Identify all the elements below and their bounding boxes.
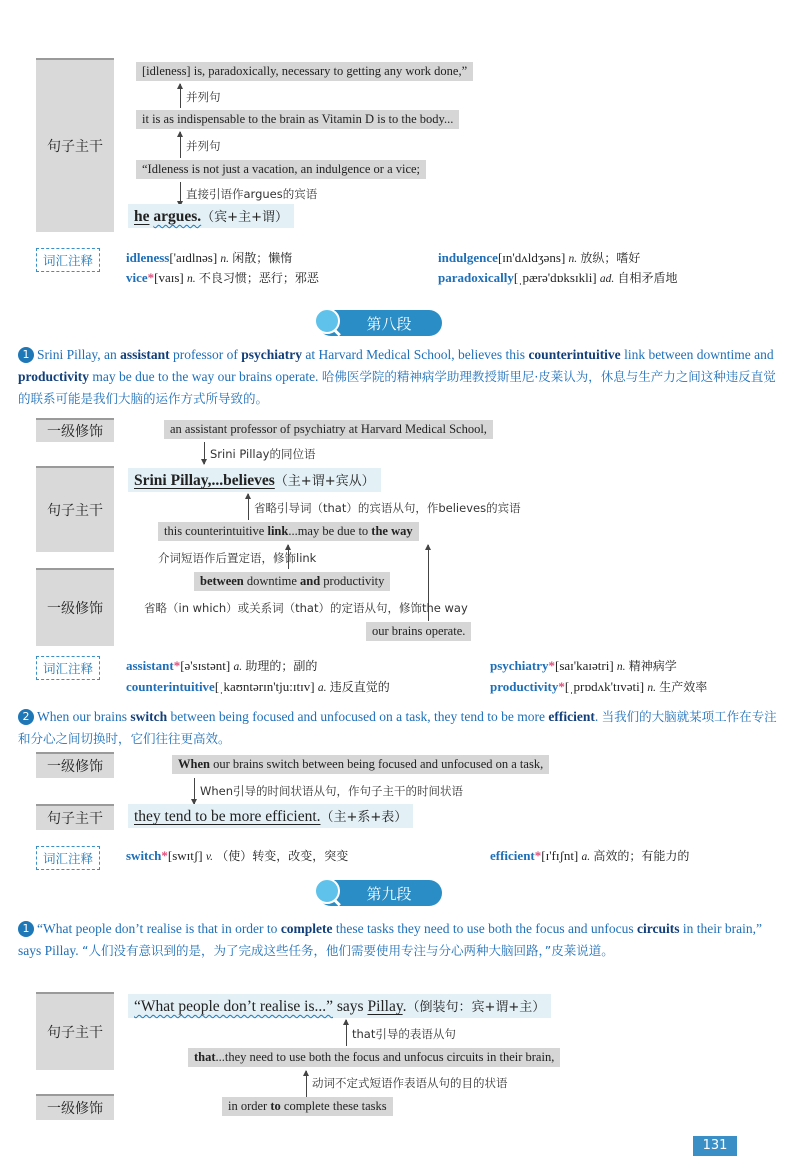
annotation: 省略引导词（that）的宾语从句，作believes的宾语 [254, 501, 521, 515]
vocab-item: counterintuitive[ˌkaʊntərɪn'tju:ɪtɪv] a. 违反直觉的 [126, 679, 390, 694]
prep-phrase: between downtime and productivity [194, 572, 390, 591]
arrow [180, 84, 181, 108]
arrow [194, 778, 195, 804]
appositive: an assistant professor of psychiatry at Harvard Medical School, [164, 420, 493, 439]
object-clause: this counterintuitive link...may be due to the way [158, 522, 419, 541]
predicative-clause: that...they need to use both the focus and unfocus circuits in their brain, [188, 1048, 560, 1067]
clause-line: “Idleness is not just a vacation, an indulgence or a vice; [136, 160, 426, 179]
modifier-label: 一级修饰 [36, 752, 114, 778]
annotation: 省略（in which）或关系词（that）的定语从句，修饰the way [144, 601, 468, 615]
arrow [204, 442, 205, 464]
paragraph: 1 “What people don’t realise is that in order to complete these tasks they need to use both the focus and unfocus circuits in their brain,” says Pillay. “人们没有意识到的是，为了完成这些任务，他们需要使用专注与分心两种大脑回路，”皮莱说道。 [18, 921, 762, 958]
section-heading: 第八段 [318, 310, 442, 336]
vocab-item: productivity*[ˌprɒdʌk'tɪvəti] n. 生产效率 [490, 679, 708, 694]
arrow [180, 132, 181, 158]
arrow [248, 494, 249, 520]
vocab-item: indulgence[ɪn'dʌldʒəns] n. 放纵；嗜好 [438, 250, 641, 265]
sentence-core-label: 句子主干 [36, 58, 114, 232]
main-clause: he argues.（宾+主+谓） [128, 204, 294, 228]
modifier-label: 一级修饰 [36, 418, 114, 442]
vocab-item: efficient*[ɪ'fɪʃnt] a. 高效的；有能力的 [490, 848, 690, 863]
adverbial-clause: When our brains switch between being focused and unfocused on a task, [172, 755, 549, 774]
vocab-tag: 词汇注释 [36, 656, 100, 680]
annotation: 直接引语作argues的宾语 [186, 187, 318, 201]
clause-line: it is as indispensable to the brain as Vitamin D is to the body... [136, 110, 459, 129]
annotation: Srini Pillay的同位语 [210, 447, 316, 461]
infinitive-phrase: in order to complete these tasks [222, 1097, 393, 1116]
sentence-core-label: 句子主干 [36, 804, 114, 830]
clause-line: [idleness] is, paradoxically, necessary to getting any work done,” [136, 62, 473, 81]
vocab-item: assistant*[ə'sɪstənt] a. 助理的；副的 [126, 658, 318, 673]
annotation: 动词不定式短语作表语从句的目的状语 [312, 1076, 508, 1090]
annotation: 并列句 [186, 139, 221, 153]
vocab-item: switch*[swɪtʃ] v. （使）转变，改变，突变 [126, 848, 349, 863]
main-clause: Srini Pillay,...believes（主+谓+宾从） [128, 468, 381, 492]
vocab-item: idleness['aɪdlnəs] n. 闲散；懒惰 [126, 250, 293, 265]
vocab-item: psychiatry*[saɪ'kaɪətri] n. 精神病学 [490, 658, 677, 673]
annotation: 并列句 [186, 90, 221, 104]
attributive-clause: our brains operate. [366, 622, 471, 641]
annotation: When引导的时间状语从句，作句子主干的时间状语 [200, 784, 464, 798]
paragraph: 1 Srini Pillay, an assistant professor of psychiatry at Harvard Medical School, believes this counterintuitive link between downtime and productivity may be due to the way our brains operate. 哈佛医学院的精神病学助理教授斯里尼·皮莱认为，休息与生产力之间这种违反直觉的联系可能是我们大脑的运作方式所导致的。 [18, 347, 776, 406]
vocab-item: paradoxically[ˌpærə'dɒksɪkli] ad. 自相矛盾地 [438, 270, 678, 285]
paragraph: 2 When our brains switch between being focused and unfocused on a task, they tend to be more efficient. 当我们的大脑就某项工作在专注和分心之间切换时，它们往往更高效。 [18, 709, 777, 746]
main-clause: they tend to be more efficient.（主+系+表） [128, 804, 413, 828]
magnifier-icon [314, 878, 340, 904]
magnifier-icon [314, 308, 340, 334]
modifier-label: 一级修饰 [36, 568, 114, 646]
sentence-core-label: 句子主干 [36, 466, 114, 552]
annotation: that引导的表语从句 [352, 1027, 456, 1041]
page-number: 131 [693, 1136, 737, 1156]
section-heading: 第九段 [318, 880, 442, 906]
vocab-item: vice*[vaɪs] n. 不良习惯；恶行；邪恶 [126, 270, 319, 285]
modifier-label: 一级修饰 [36, 1094, 114, 1120]
arrow [180, 182, 181, 206]
vocab-tag: 词汇注释 [36, 248, 100, 272]
main-clause: “What people don’t realise is...” says Pillay.（倒装句：宾+谓+主） [128, 994, 551, 1018]
arrow [306, 1071, 307, 1097]
sentence-core-label: 句子主干 [36, 992, 114, 1070]
annotation: 介词短语作后置定语，修饰link [158, 551, 317, 565]
arrow [346, 1020, 347, 1046]
vocab-tag: 词汇注释 [36, 846, 100, 870]
